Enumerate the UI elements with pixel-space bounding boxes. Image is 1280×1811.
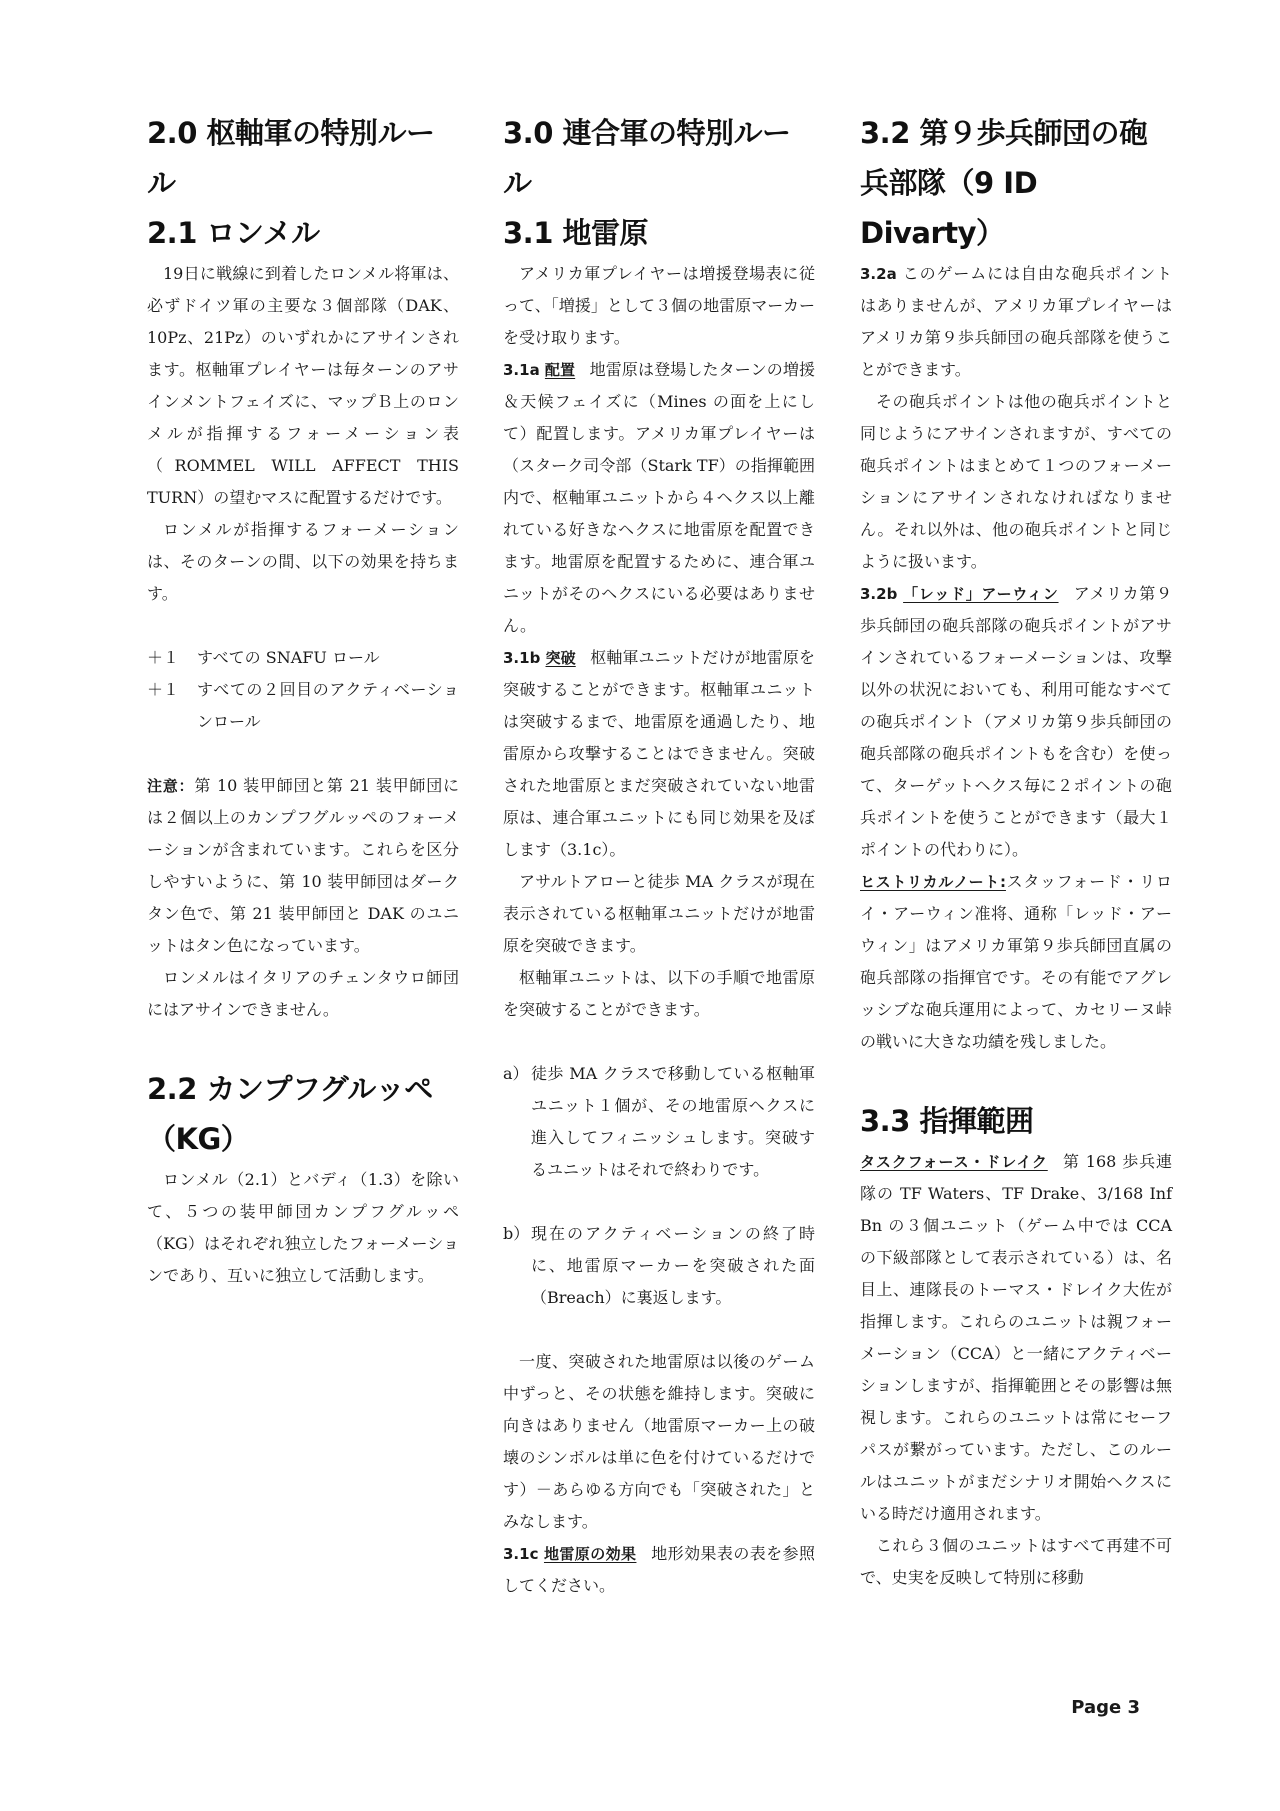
heading-2-0: 2.0 枢軸軍の特別ルール [147,116,435,200]
heading-3-3: 3.3 指揮範囲 [860,1104,1034,1138]
step-item: b） 現在のアクティベーションの終了時に、地雷原マーカーを突破された面（Breach）に裏返します。 [503,1224,815,1307]
paragraph-tf-drake: タスクフォース・ドレイク 第 168 歩兵連隊の TF Waters、TF Drake、3/168 Inf Bn の３個ユニット（ゲーム中では CCA の下級部隊として表示されている）は、名目上、連隊長のトーマス・ドレイク大佐が指揮します。これらのユニットは親フォーメーション（CCA）と一緒にアクティベーションしますが、指揮範囲とその影響は無視します。これらのユニットは常にセーフパスが繋がっています。ただし、このルールはユニットがまだシナリオ開始ヘクスにいる時だけ適用されます。 [860,1152,1172,1523]
page-number: Page 3 [1071,1697,1140,1718]
paragraph-rommel-effects: ロンメルが指揮するフォーメーションは、そのターンの間、以下の効果を持ちます。 [147,520,459,603]
paragraph-rommel: 19日に戦線に到着したロンメル将軍は、必ずドイツ軍の主要な３個部隊（DAK、10Pz、21Pz）のいずれかにアサインされます。枢軸軍プレイヤーは毎ターンのアサインメントフェイズに、マップＢ上のロンメルが指揮するフォーメーション表（ROMMEL WILL AFFECT THIS TURN）の望むマスに配置するだけです。 [147,264,459,507]
paragraph-breach-state: 一度、突破された地雷原は以後のゲーム中ずっと、その状態を維持します。突破に向きはありません（地雷原マーカー上の破壊のシンボルは単に色を付けているだけです）－あらゆる方向でも「突破された」とみなします。 [503,1352,815,1531]
modifier-item: ＋１ すべての２回目のアクティベーションロール [147,680,459,731]
column-axis-rules [147,108,459,1292]
paragraph-centauro: ロンメルはイタリアのチェンタウロ師団にはアサインできません。 [147,968,459,1019]
rule-3-2a: 3.2a このゲームには自由な砲兵ポイントはありませんが、アメリカ軍プレイヤーはアメリカ第９歩兵師団の砲兵部隊を使うことができます。 [860,264,1172,379]
modifier-item: ＋１ すべての SNAFU ロール [147,648,380,667]
rule-title: 配置 [544,361,576,379]
rule-title: 地雷原の効果 [543,1545,637,1563]
tf-drake-label: タスクフォース・ドレイク [860,1153,1048,1171]
step-item: a） 徒歩 MA クラスで移動している枢軸軍ユニット１個が、その地雷原ヘクスに進入してフィニッシュします。突破するユニットはそれで終わりです。 [503,1064,815,1179]
paragraph-rebuild: これら３個のユニットはすべて再建不可で、史実を反映して特別に移動 [860,1536,1172,1587]
historical-note: ヒストリカルノート:スタッフォード・リロイ・アーウィン准将、通称「レッド・アーウィン」はアメリカ軍第９歩兵師団直属の砲兵部隊の指揮官です。その有能でアグレッシブな砲兵運用によって、カセリーヌ峠の戦いに大きな功績を残しました。 [860,872,1172,1051]
paragraph-kampfgruppe: ロンメル（2.1）とバディ（1.3）を除いて、５つの装甲師団カンプフグルッペ（KG）はそれぞれ独立したフォーメーションであり、互いに独立して活動します。 [147,1170,459,1285]
note-label: 注意： [147,777,195,795]
paragraph-minefields: アメリカ軍プレイヤーは増援登場表に従って、「増援」として３個の地雷原マーカーを受け取ります。 [503,264,815,347]
rule-3-1a: 3.1a 配置 地雷原は登場したターンの増援＆天候フェイズに（Mines の面を上にして）配置します。アメリカ軍プレイヤーは（スターク司令部（Stark TF）の指揮範囲内で、枢軸軍ユニットから４ヘクス以上離れている好きなヘクスに地雷原を配置できます。地雷原を配置するために、連合軍ユニットがそのヘクスにいる必要はありません。 [503,360,815,635]
rule-3-2b: 3.2b 「レッド」アーウィン アメリカ第９歩兵師団の砲兵部隊の砲兵ポイントがアサインされているフォーメーションは、攻撃以外の状況においても、利用可能なすべての砲兵ポイント（アメリカ第９歩兵師団の砲兵部隊の砲兵ポイントもを含む）を使って、ターゲットヘクス毎に２ポイントの砲兵ポイントを使うことができます（最大１ポイントの代わりに）。 [860,584,1172,859]
heading-2-1: 2.1 ロンメル [147,216,320,250]
column-divarty [860,108,1172,1594]
heading-3-0: 3.0 連合軍の特別ルール [503,116,791,200]
heading-3-2: 3.2 第９歩兵師団の砲兵部隊（9 ID Divarty） [860,116,1148,250]
heading-3-1: 3.1 地雷原 [503,216,648,250]
paragraph-breach-steps: 枢軸軍ユニットは、以下の手順で地雷原を突破することができます。 [503,968,815,1019]
paragraph-artillery: その砲兵ポイントは他の砲兵ポイントと同じようにアサインされますが、すべての砲兵ポイントはまとめて１つのフォーメーションにアサインされなければなりません。それ以外は、他の砲兵ポイントと同じように扱います。 [860,392,1172,571]
rule-3-1c: 3.1c 地雷原の効果 地形効果表の表を参照してください。 [503,1544,815,1595]
rule-title: 突破 [545,649,576,667]
heading-2-2: 2.2 カンプフグルッペ（KG） [147,1072,433,1156]
rule-3-1b: 3.1b 突破 枢軸軍ユニットだけが地雷原を突破することができます。枢軸軍ユニットは突破するまで、地雷原を通過したり、地雷原から攻撃することはできません。突破された地雷原とまだ突破されていない地雷原は、連合軍ユニットにも同じ効果を及ぼします（3.1c）。 [503,648,815,859]
paragraph-assault-arrow: アサルトアローと徒歩 MA クラスが現在表示されている枢軸軍ユニットだけが地雷原を突破できます。 [503,872,815,955]
note-paragraph: 注意：第 10 装甲師団と第 21 装甲師団には２個以上のカンプフグルッペのフォーメーションが含まれています。これらを区分しやすいように、第 10 装甲師団はダークタン色で、第 21 装甲師団と DAK のユニットはタン色になっています。 [147,776,459,955]
historical-note-label: ヒストリカルノート: [860,873,1006,891]
column-allied-rules [503,108,815,1602]
rule-title: 「レッド」アーウィン [903,585,1059,603]
